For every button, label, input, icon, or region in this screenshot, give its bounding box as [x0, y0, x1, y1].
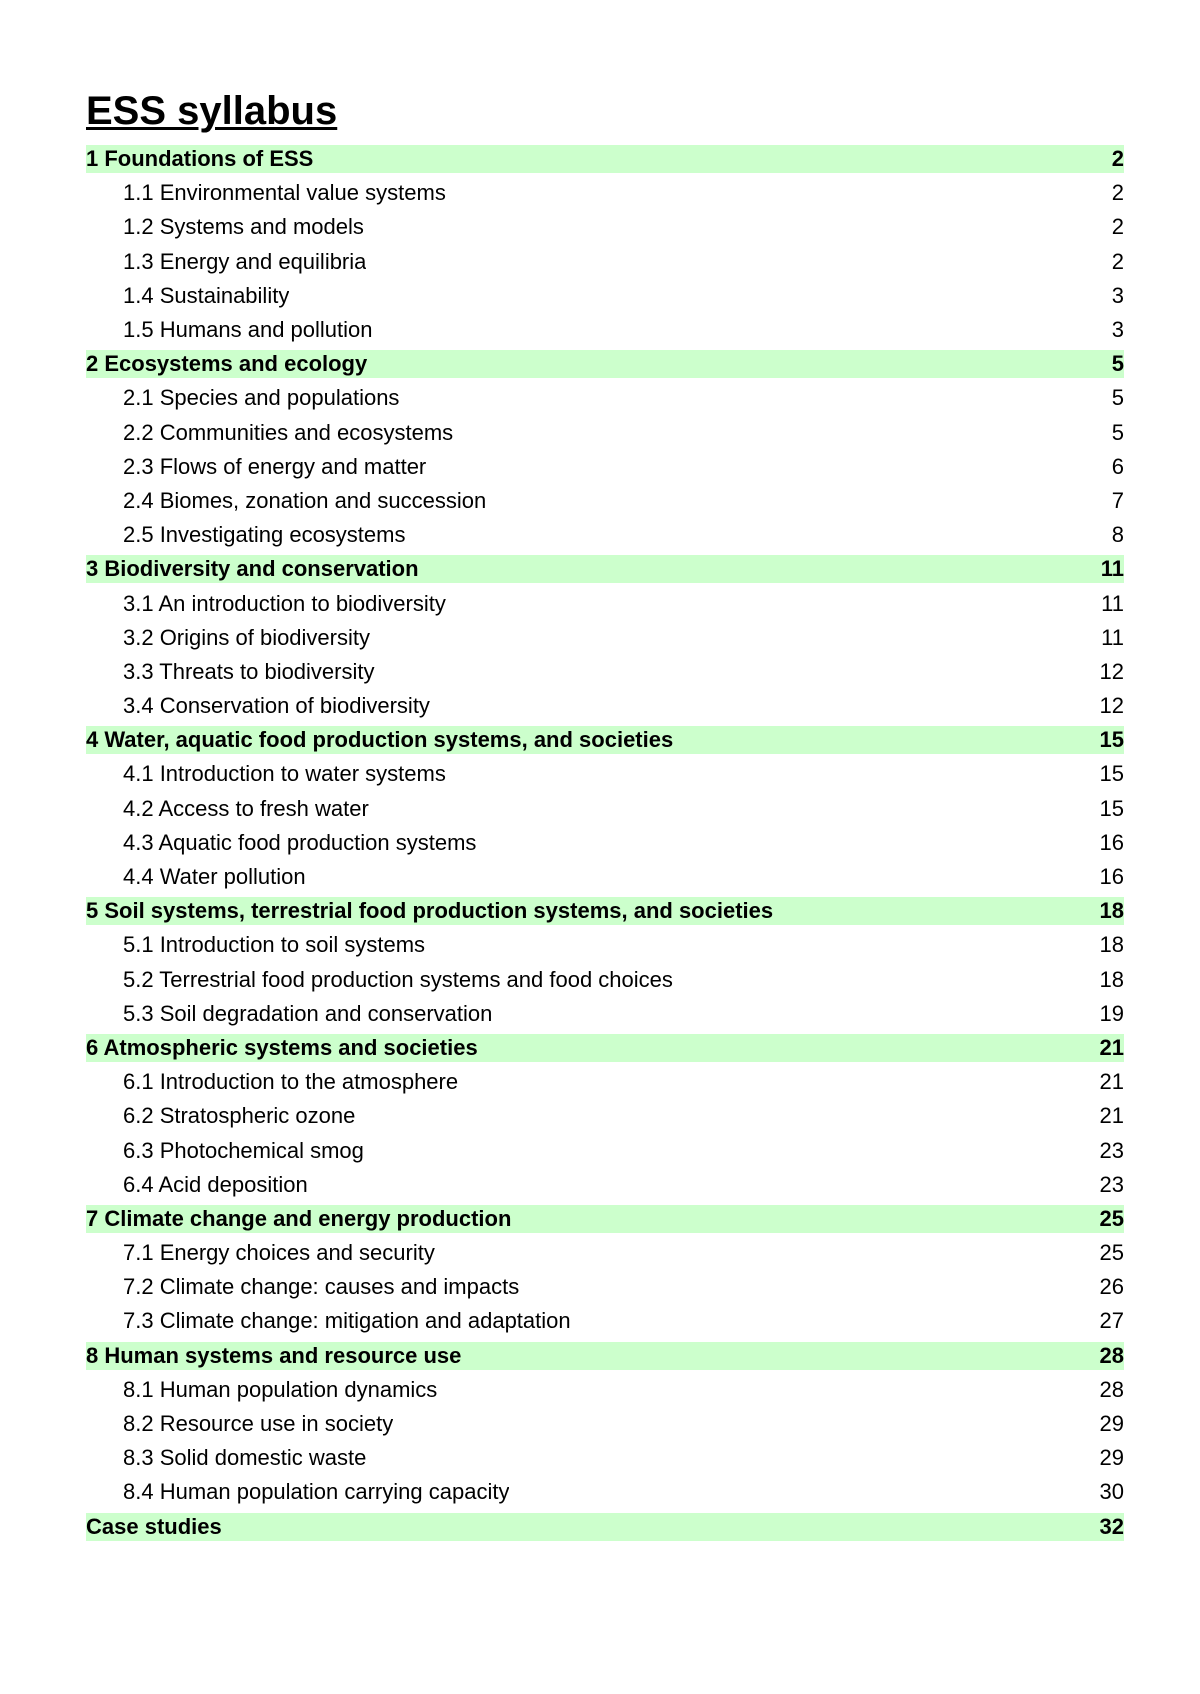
toc-page-number: 2 — [1111, 214, 1124, 240]
toc-page-number: 3 — [1111, 317, 1124, 343]
toc-section-row[interactable] — [86, 1236, 1124, 1270]
toc-entry-label: 4 Water, aquatic food production systems, and societies — [86, 727, 674, 753]
toc-page-number: 18 — [1099, 966, 1124, 992]
toc-entry-label: 4.2 Access to fresh water — [123, 795, 369, 821]
toc-entry-label: 2.1 Species and populations — [123, 385, 400, 411]
toc-entry-label: 7.2 Climate change: causes and impacts — [123, 1274, 520, 1300]
toc-page-number: 18 — [1099, 932, 1124, 958]
toc-page-number: 27 — [1099, 1308, 1124, 1334]
toc-entry-label: 5.3 Soil degradation and conservation — [123, 1000, 493, 1026]
toc-entry-label: 1.4 Sustainability — [123, 282, 290, 308]
toc-page-number: 21 — [1099, 1034, 1124, 1060]
toc-entry-label: 2.3 Flows of energy and matter — [123, 453, 427, 479]
toc-chapter-row[interactable] — [86, 1034, 1124, 1062]
toc-entry-label: 2.4 Biomes, zonation and succession — [123, 487, 487, 513]
toc-section-row[interactable] — [86, 963, 1124, 997]
toc-section-row[interactable] — [86, 1441, 1124, 1475]
toc-chapter-row[interactable] — [86, 1342, 1124, 1370]
toc-page-number: 2 — [1111, 248, 1124, 274]
toc-section-row[interactable] — [86, 518, 1124, 552]
toc-entry-label: 3.4 Conservation of biodiversity — [123, 693, 430, 719]
toc-page-number: 15 — [1099, 727, 1124, 753]
page-title: ESS syllabus — [86, 89, 338, 133]
toc-entry-label: 2.5 Investigating ecosystems — [123, 522, 406, 548]
toc-entry-label: 4.1 Introduction to water systems — [123, 761, 446, 787]
toc-entry-label: 2 Ecosystems and ecology — [86, 351, 368, 377]
toc-page-number: 15 — [1099, 795, 1124, 821]
toc-section-row[interactable] — [86, 757, 1124, 791]
toc-section-row[interactable] — [86, 1065, 1124, 1099]
toc-page-number: 25 — [1099, 1205, 1124, 1231]
toc-entry-label: 1.5 Humans and pollution — [123, 317, 373, 343]
toc-section-row[interactable] — [86, 1133, 1124, 1167]
toc-chapter-row[interactable] — [86, 1205, 1124, 1233]
toc-section-row[interactable] — [86, 176, 1124, 210]
toc-entry-label: 8 Human systems and resource use — [86, 1342, 462, 1368]
toc-page-number: 11 — [1100, 556, 1124, 582]
toc-entry-label: 6 Atmospheric systems and societies — [86, 1034, 478, 1060]
toc-entry-label: 5 Soil systems, terrestrial food production systems, and societies — [86, 898, 774, 924]
toc-page-number: 12 — [1099, 693, 1124, 719]
toc-page-number: 19 — [1099, 1000, 1124, 1026]
toc-page-number: 28 — [1099, 1376, 1124, 1402]
toc-section-row[interactable] — [86, 997, 1124, 1031]
toc-chapter-row[interactable] — [86, 1513, 1124, 1541]
toc-entry-label: 4.3 Aquatic food production systems — [123, 829, 477, 855]
toc-page-number: 5 — [1111, 385, 1124, 411]
toc-page-number: 11 — [1101, 624, 1124, 650]
toc-entry-label: 6.2 Stratospheric ozone — [123, 1103, 356, 1129]
toc-page-number: 5 — [1111, 419, 1124, 445]
toc-section-row[interactable] — [86, 792, 1124, 826]
toc-entry-label: 1.1 Environmental value systems — [123, 180, 446, 206]
toc-entry-label: 5.1 Introduction to soil systems — [123, 932, 426, 958]
toc-section-row[interactable] — [86, 416, 1124, 450]
toc-page-number: 2 — [1111, 146, 1124, 172]
toc-section-row[interactable] — [86, 826, 1124, 860]
toc-chapter-row[interactable] — [86, 350, 1124, 378]
toc-page-number: 29 — [1099, 1411, 1124, 1437]
toc-entry-label: 2.2 Communities and ecosystems — [123, 419, 454, 445]
toc-entry-label: 3 Biodiversity and conservation — [86, 556, 419, 582]
toc-page-number: 29 — [1099, 1445, 1124, 1471]
toc-page-number: 21 — [1099, 1103, 1124, 1129]
toc-entry-label: 6.4 Acid deposition — [123, 1171, 308, 1197]
toc-section-row[interactable] — [86, 586, 1124, 620]
toc-chapter-row[interactable] — [86, 145, 1124, 173]
toc-section-row[interactable] — [86, 484, 1124, 518]
toc-section-row[interactable] — [86, 1270, 1124, 1304]
toc-page-number: 26 — [1099, 1274, 1124, 1300]
toc-section-row[interactable] — [86, 1407, 1124, 1441]
toc-section-row[interactable] — [86, 655, 1124, 689]
toc-entry-label: 7 Climate change and energy production — [86, 1205, 512, 1231]
toc-page-number: 12 — [1099, 658, 1124, 684]
toc-chapter-row[interactable] — [86, 555, 1124, 583]
toc-section-row[interactable] — [86, 381, 1124, 415]
toc-page-number: 15 — [1099, 761, 1124, 787]
toc-page-number: 25 — [1099, 1240, 1124, 1266]
toc-page-number: 18 — [1099, 898, 1124, 924]
toc-section-row[interactable] — [86, 210, 1124, 244]
toc-entry-label: 1.3 Energy and equilibria — [123, 248, 367, 274]
toc-entry-label: 3.3 Threats to biodiversity — [123, 658, 375, 684]
toc-section-row[interactable] — [86, 1304, 1124, 1338]
toc-page-number: 7 — [1111, 487, 1124, 513]
toc-section-row[interactable] — [86, 450, 1124, 484]
toc-section-row[interactable] — [86, 1475, 1124, 1509]
toc-page-number: 28 — [1099, 1342, 1124, 1368]
toc-section-row[interactable] — [86, 1373, 1124, 1407]
toc-section-row[interactable] — [86, 928, 1124, 962]
toc-page-number: 6 — [1111, 453, 1124, 479]
toc-page-number: 21 — [1099, 1069, 1124, 1095]
toc-chapter-row[interactable] — [86, 897, 1124, 925]
toc-page-number: 32 — [1099, 1513, 1124, 1539]
toc-entry-label: 8.4 Human population carrying capacity — [123, 1479, 510, 1505]
toc-section-row[interactable] — [86, 313, 1124, 347]
toc-entry-label: 8.3 Solid domestic waste — [123, 1445, 367, 1471]
toc-page-number: 16 — [1099, 829, 1124, 855]
toc-page-number: 8 — [1111, 522, 1124, 548]
toc-chapter-row[interactable] — [86, 726, 1124, 754]
toc-entry-label: 3.1 An introduction to biodiversity — [123, 590, 446, 616]
toc-page-number: 23 — [1099, 1137, 1124, 1163]
toc-page-number: 23 — [1099, 1171, 1124, 1197]
toc-section-row[interactable] — [86, 279, 1124, 313]
table-of-contents — [86, 145, 1124, 1541]
toc-page-number: 2 — [1111, 180, 1124, 206]
toc-entry-label: Case studies — [86, 1513, 222, 1539]
document-page — [86, 86, 1124, 1544]
toc-page-number: 30 — [1099, 1479, 1124, 1505]
toc-section-row[interactable] — [86, 860, 1124, 894]
toc-section-row[interactable] — [86, 1099, 1124, 1133]
toc-entry-label: 6.1 Introduction to the atmosphere — [123, 1069, 459, 1095]
toc-entry-label: 3.2 Origins of biodiversity — [123, 624, 370, 650]
toc-page-number: 3 — [1111, 282, 1124, 308]
toc-entry-label: 4.4 Water pollution — [123, 864, 306, 890]
toc-entry-label: 7.1 Energy choices and security — [123, 1240, 435, 1266]
toc-entry-label: 7.3 Climate change: mitigation and adaptation — [123, 1308, 571, 1334]
toc-page-number: 11 — [1101, 590, 1124, 616]
toc-entry-label: 1 Foundations of ESS — [86, 146, 314, 172]
toc-section-row[interactable] — [86, 1168, 1124, 1202]
toc-page-number: 5 — [1111, 351, 1124, 377]
toc-entry-label: 5.2 Terrestrial food production systems and food choices — [123, 966, 673, 992]
toc-entry-label: 1.2 Systems and models — [123, 214, 364, 240]
toc-section-row[interactable] — [86, 245, 1124, 279]
toc-section-row[interactable] — [86, 621, 1124, 655]
toc-entry-label: 6.3 Photochemical smog — [123, 1137, 364, 1163]
toc-entry-label: 8.2 Resource use in society — [123, 1411, 394, 1437]
toc-page-number: 16 — [1099, 864, 1124, 890]
toc-section-row[interactable] — [86, 689, 1124, 723]
toc-entry-label: 8.1 Human population dynamics — [123, 1376, 438, 1402]
